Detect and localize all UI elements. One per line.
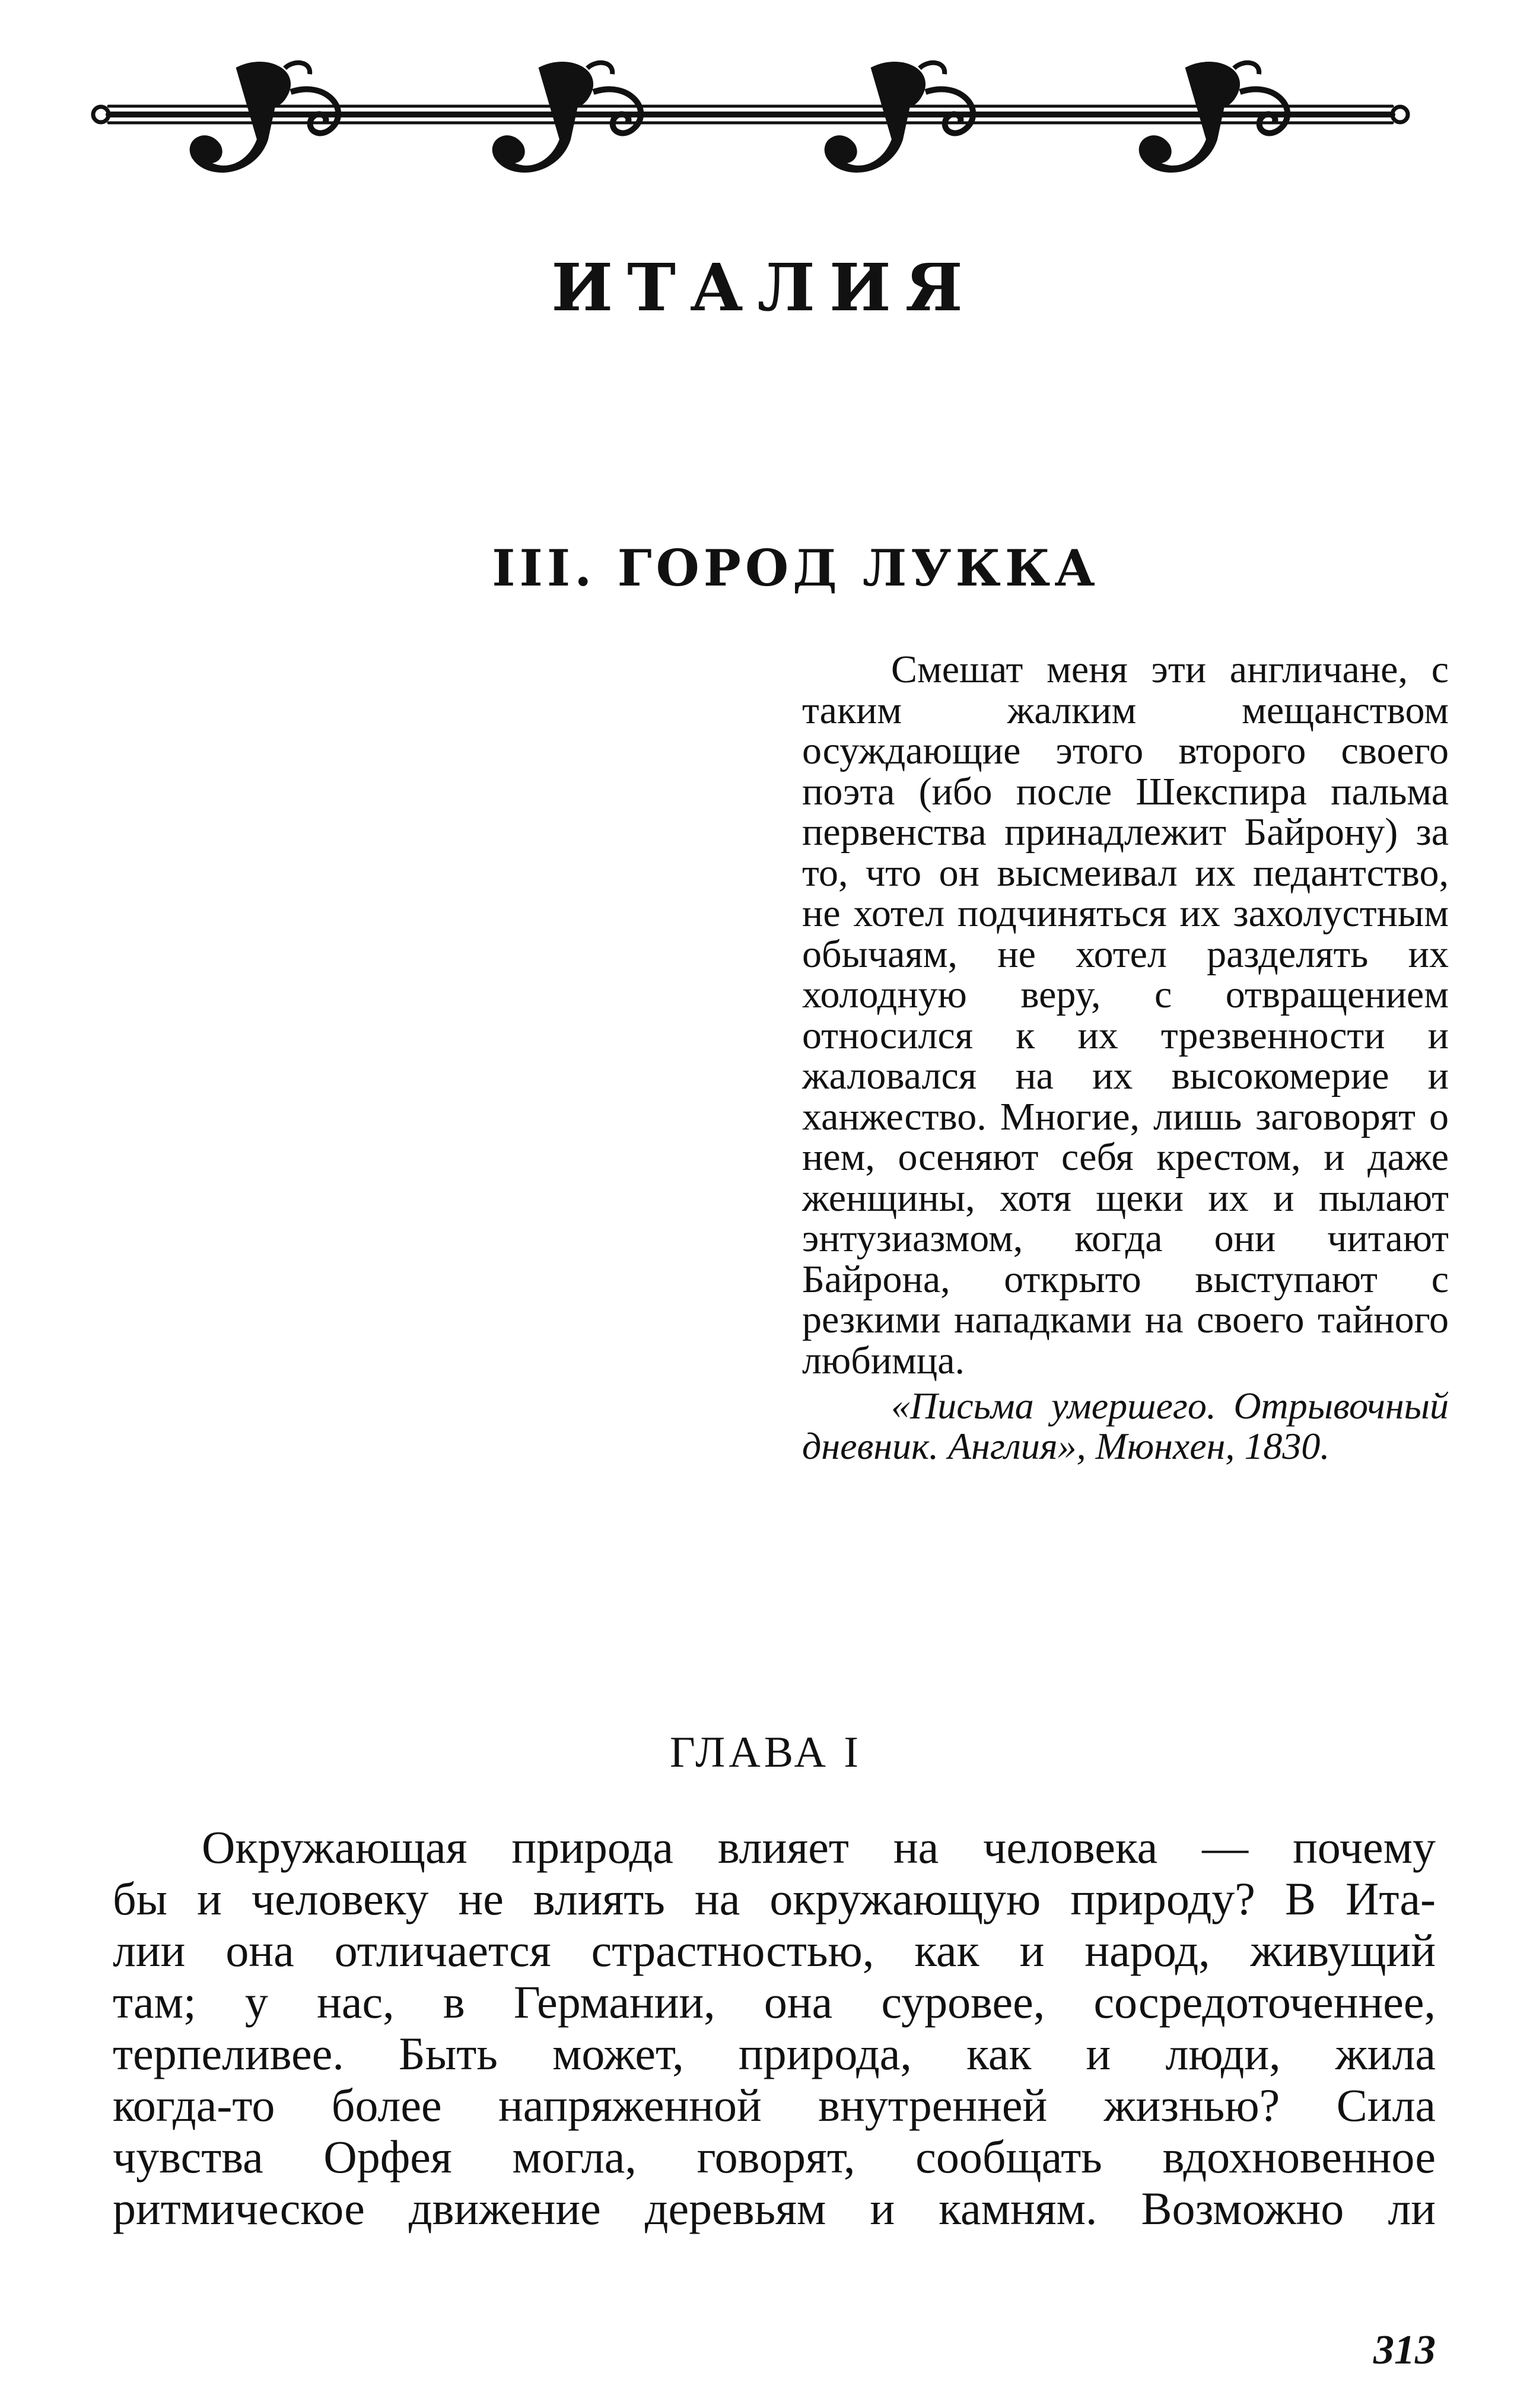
epigraph-text: Смешат меня эти англичане, с таким жалким мещанством осуждающие этого второго своего поэта (ибо после Шекспира пальма первенства принадлежит Байрону) за то, что он высмеивал их педантство, не хотел подчиняться их захолустным обычаям, не хотел разделять их холодную веру, с отвращением относился к их трезвенности и жаловался на их высокомерие и ханжество. Многие, лишь заговорят о нем, осеняют себя крестом, и даже женщины, хотя щеки их и пылают энтузиазмом, когда они читают Байрона, открыто выступают с резкими нападками на своего тайного любимца. bbox=[802, 648, 1449, 1382]
body-line: ритмическое движение деревьям и камням. Возможно ли bbox=[113, 2183, 1436, 2234]
body-line: терпеливее. Быть может, природа, как и люди, жила bbox=[113, 2028, 1436, 2079]
body-line: лии она отличается страстностью, как и народ, живущий bbox=[113, 1925, 1436, 1976]
body-line: там; у нас, в Германии, она суровее, сосредоточеннее, bbox=[113, 1976, 1436, 2028]
body-line: чувства Орфея могла, говорят, сообщать вдохновенное bbox=[113, 2131, 1436, 2183]
page-number: 313 bbox=[1373, 2327, 1436, 2373]
body-line: бы и человеку не влиять на окружающую природу? В Ита- bbox=[113, 1873, 1436, 1925]
part-title: ИТАЛИЯ bbox=[551, 249, 977, 326]
section-title: III. ГОРОД ЛУККА bbox=[492, 539, 1099, 597]
chapter-title: ГЛАВА I bbox=[669, 1728, 863, 1777]
decorative-header-ornament-icon bbox=[89, 56, 1412, 193]
epigraph bbox=[802, 650, 1449, 1467]
body-line: когда-то более напряженной внутренней жизнью? Сила bbox=[113, 2079, 1436, 2131]
body-text bbox=[113, 1821, 1436, 2234]
body-line: Окружающая природа влияет на человека — почему bbox=[202, 1821, 1436, 1873]
epigraph-source: «Письма умершего. Отрывочный дневник. Англия», Мюнхен, 1830. bbox=[802, 1385, 1449, 1467]
